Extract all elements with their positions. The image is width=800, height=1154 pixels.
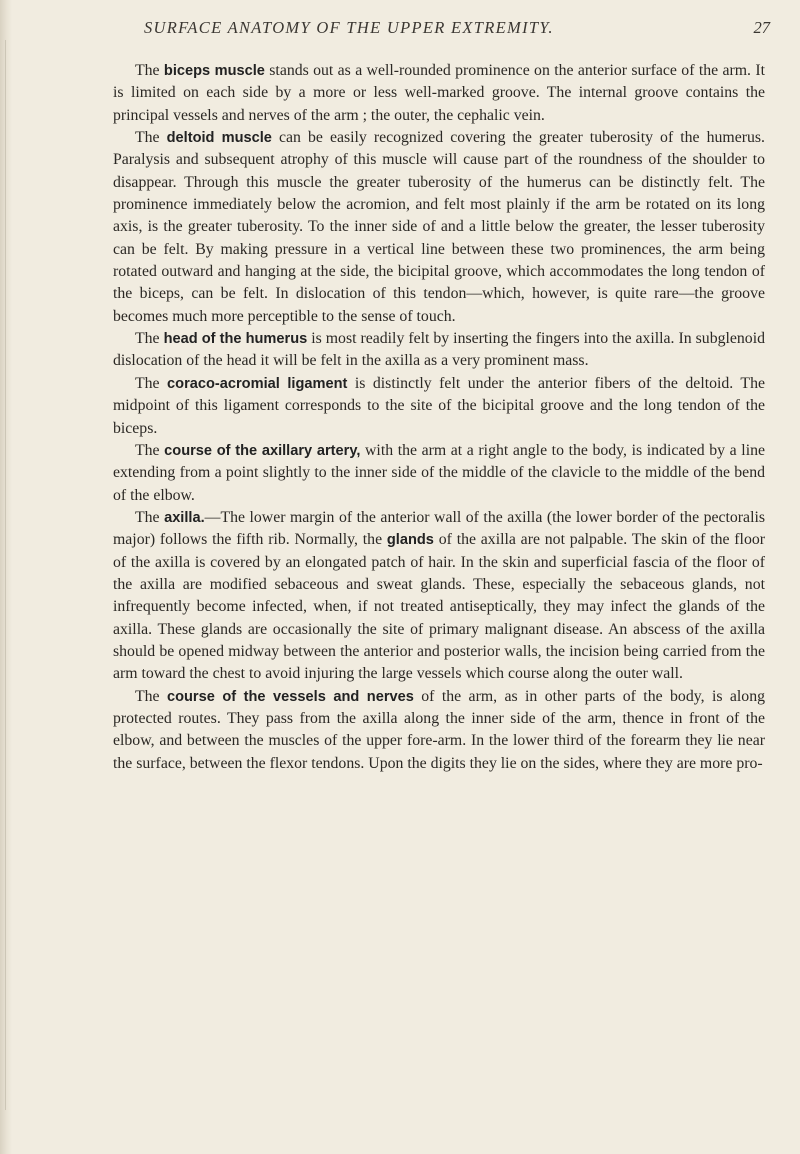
- paragraph-deltoid: [113, 127, 765, 328]
- text-run: is most readily felt by inserting the fingers into the axilla. In subglenoid dislocation of the head it will be felt in the axilla as a very prominent mass.: [113, 330, 765, 370]
- paragraph-axillary-artery: [113, 440, 765, 507]
- text-run: of the arm, as in other parts of the body, is along protected routes. They pass from the axilla along the inner side of the arm, thence in front of the elbow, and between the muscles of the upper fore-arm. In the lower third of the forearm they lie near the surface, between the flexor tendons. Upon the digits they lie on the sides, where they are more pro-: [113, 687, 765, 772]
- text-run: The: [135, 129, 167, 147]
- paragraph-biceps: [113, 60, 765, 127]
- term-biceps-muscle: biceps muscle: [163, 63, 265, 79]
- paragraph-coraco-acromial: [113, 373, 765, 440]
- text-run: The: [135, 330, 164, 348]
- term-axillary-artery: course of the axillary artery,: [164, 442, 361, 459]
- page-number: 27: [753, 18, 770, 37]
- paragraph-vessels-nerves: [113, 686, 765, 775]
- term-glands: glands: [386, 532, 434, 549]
- term-head-of-humerus: head of the humerus: [163, 331, 308, 348]
- running-head: SURFACE ANATOMY OF THE UPPER EXTREMITY.: [144, 18, 554, 37]
- text-run: The: [135, 374, 168, 392]
- text-run: —The lower margin of the anterior wall of the axilla (the lower border of the pectoralis major) follows the fifth rib. Normally, the: [113, 508, 765, 549]
- text-run: stands out as a well-rounded prominence on the anterior surface of the arm. It is limited on each side by a more or less well-marked groove. The internal groove contains the principal vessels and nerves of the arm ; the outer, the cephalic vein.: [113, 62, 765, 124]
- text-run: The: [135, 441, 165, 459]
- term-deltoid-muscle: deltoid muscle: [166, 130, 272, 147]
- text-run: with the arm at a right angle to the body, is indicated by a line extending from a point slightly to the inner side of the middle of the clavicle to the middle of the bend of the elbow.: [113, 441, 765, 504]
- body-text: [113, 60, 765, 775]
- paragraph-head-of-humerus: [113, 328, 765, 373]
- page-header: [80, 18, 770, 44]
- text-run: The: [135, 62, 164, 79]
- page-gutter: [0, 0, 12, 1154]
- text-run: is distinctly felt under the anterior fibers of the deltoid. The midpoint of this ligament corresponds to the site of the bicipital groove and the long tendon of the biceps.: [113, 374, 765, 437]
- term-vessels-and-nerves: course of the vessels and nerves: [166, 688, 414, 705]
- term-axilla: axilla.: [164, 509, 205, 526]
- text-run: can be easily recognized covering the greater tuberosity of the humerus. Paralysis and subsequent atrophy of this muscle will cause part of the roundness of the shoulder to disappear. Through this muscle the greater tuberosity of the humerus can be distinctly felt. The prominence immediately below the acromion, and felt most plainly if the arm be rotated on its long axis, is the greater tuberosity. To the inner side of and a little below the greater, the lesser tuberosity can be felt. By making pressure in a vertical line between these two prominences, the arm being rotated outward and hanging at the side, the bicipital groove, which accommodates the long tendon of the biceps, can be felt. In dislocation of this tendon—which, however, is quite rare—the groove becomes much more perceptible to the sense of touch.: [113, 129, 765, 325]
- text-run: of the axilla are not palpable. The skin of the floor of the axilla is covered by an elongated patch of hair. In the skin and superficial fascia of the floor of the axilla are modified sebaceous and sweat glands. These, especially the sebaceous glands, not infrequently become infected, when, if not treated antiseptically, they may infect the glands of the axilla. These glands are occasionally the site of primary malignant disease. An abscess of the axilla should be opened midway between the anterior and posterior walls, the incision being carried from the arm toward the chest to avoid injuring the large vessels which course along the outer wall.: [113, 531, 766, 683]
- paragraph-axilla: [113, 507, 765, 686]
- term-coraco-acromial-ligament: coraco-acromial ligament: [167, 375, 348, 392]
- text-run: The: [135, 687, 167, 705]
- gutter-rule: [5, 40, 6, 1110]
- text-run: The: [135, 508, 165, 526]
